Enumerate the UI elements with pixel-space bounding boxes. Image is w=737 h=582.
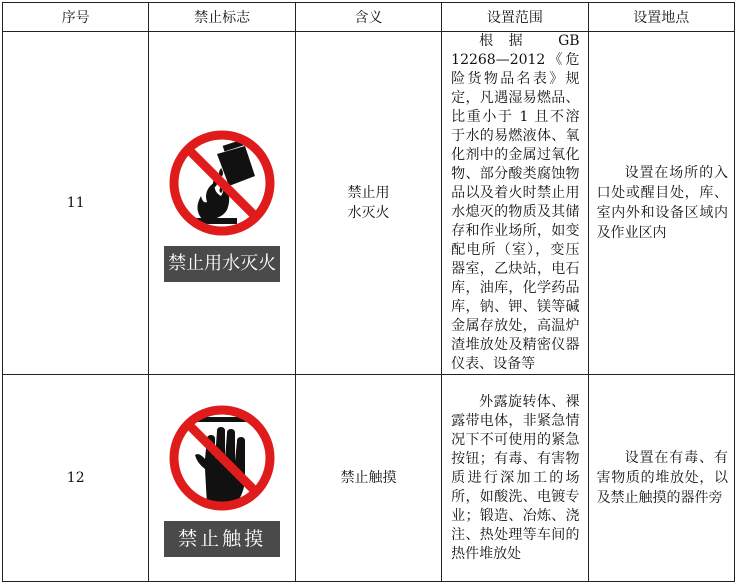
- header-meaning: 含义: [295, 3, 441, 32]
- meaning-cell: 禁止触摸: [295, 375, 441, 582]
- meaning-cell: [295, 32, 441, 375]
- meaning-text: 禁止用水灭火: [347, 185, 390, 221]
- row-number: 11: [3, 32, 149, 375]
- scope-text: 根据 GB 12268—2012《危险货物品名表》规定，凡遇湿易燃品、比重小于 1 且不溶于水的易燃液体、氧化剂中的金属过氧化物、部分酸类腐蚀物品以及着火时禁止用水熄灭的物质及其储存和作业场所，如变配电所（室），变压器室，乙炔站，电石库，油库，化学药品库，钠、钾、镁等碱金属存放处，高温炉渣堆放处及精密仪器仪表、设备等: [451, 33, 580, 372]
- no-touch-icon: [163, 399, 281, 517]
- sign-cell: [149, 375, 295, 582]
- row-number: 12: [3, 375, 149, 582]
- location-cell: [588, 32, 734, 375]
- table-row: [3, 375, 735, 582]
- sign-label: 禁止用水灭火: [164, 246, 280, 282]
- scope-text: 外露旋转体、裸露带电体，非紧急情况下不可使用的紧急按钮；有毒、有害物质进行深加工的场所，如酸洗、电镀专业；锻造、冶炼、浇注、热处理等车间的热件堆放处: [451, 393, 580, 562]
- sign-no-touch: [162, 399, 282, 557]
- scope-cell: [442, 375, 588, 582]
- sign-label: 禁止触摸: [164, 521, 280, 557]
- sign-cell: [149, 32, 295, 375]
- location-text: 设置在有毒、有害物质的堆放处，以及禁止触摸的器件旁: [596, 450, 728, 506]
- table-row: [3, 32, 735, 375]
- sign-no-water: [162, 124, 282, 282]
- no-water-extinguish-icon: [163, 124, 281, 242]
- scope-cell: [442, 32, 588, 375]
- prohibition-signs-table: [2, 2, 735, 582]
- header-row: [3, 3, 735, 32]
- header-sign: 禁止标志: [149, 3, 295, 32]
- header-location: 设置地点: [588, 3, 734, 32]
- location-text: 设置在场所的入口处或醒目处，库、室内外和设备区域内及作业区内: [596, 165, 728, 241]
- header-scope: 设置范围: [442, 3, 588, 32]
- location-cell: [588, 375, 734, 582]
- header-no: 序号: [3, 3, 149, 32]
